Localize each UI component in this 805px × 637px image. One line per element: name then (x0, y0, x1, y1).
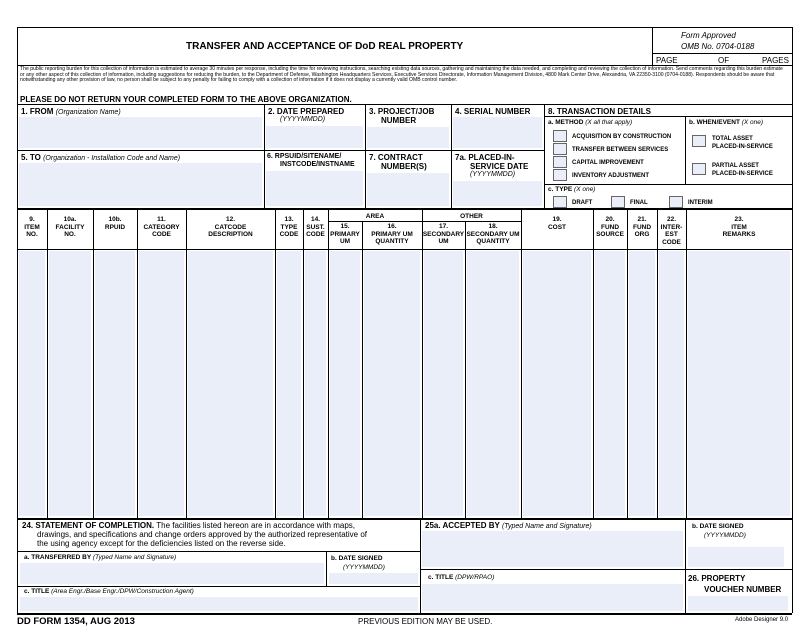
placed-label-2: SERVICE DATE (470, 162, 529, 171)
column-header (422, 223, 465, 246)
method-capital-label: CAPITAL IMPROVEMENT (572, 160, 644, 166)
column-divider (657, 208, 658, 518)
placed-hint: (YYYYMMDD) (470, 171, 516, 178)
method-transfer-label: TRANSFER BETWEEN SERVICES (572, 147, 669, 153)
column-header-text: ORG (634, 231, 650, 238)
column-field[interactable] (595, 251, 625, 516)
column-header-text: SUST. (306, 223, 325, 231)
voucher-field[interactable] (688, 596, 788, 611)
type-final-label: FINAL (630, 200, 648, 206)
transaction-label: 8. TRANSACTION DETAILS (548, 107, 651, 116)
form-bottom-border (17, 613, 792, 615)
column-header-text: UM (339, 238, 351, 245)
column-field[interactable] (19, 251, 45, 516)
when-partial-label-2: PLACED-IN-SERVICE (712, 171, 773, 177)
column-header-text: RPUID (104, 223, 126, 231)
transferred-date-label: b. DATE SIGNED (331, 555, 383, 562)
div-544 (544, 104, 545, 208)
column-header-text: 17. (438, 223, 449, 230)
column-header-text: SOURCE (596, 231, 624, 238)
column-header-text: CODE (279, 231, 299, 238)
voucher-line (685, 569, 792, 570)
accepted-title-label: c. TITLE (DPW/RPAO) (428, 574, 495, 581)
contract-label-1: 7. CONTRACT (369, 153, 423, 162)
column-header-text: ITEM (24, 223, 40, 231)
designer-note: Adobe Designer 9.0 (735, 617, 789, 623)
column-header-text: UM (438, 238, 449, 245)
column-header-text: CATCODE (214, 223, 247, 231)
transferred-title-field[interactable] (20, 597, 418, 611)
column-header-text: 16. (387, 223, 397, 230)
placed-field[interactable] (453, 181, 542, 206)
date-prepared-hint: (YYYYMMDD) (280, 116, 326, 123)
rpsuid-label-2: INSTCODE/INSTNAME (280, 161, 355, 168)
column-header-text: 21. (637, 216, 647, 223)
column-header-text: 13. (284, 216, 294, 223)
column-header (627, 216, 657, 239)
header-divider (652, 27, 653, 65)
column-divider (186, 208, 187, 518)
completion-statement: 24. STATEMENT OF COMPLETION. The facilities listed hereon are in accordance with maps, (22, 521, 355, 530)
method-inventory-label: INVENTORY ADJUSTMENT (572, 173, 650, 179)
project-label-1: 3. PROJECT/JOB (369, 107, 435, 116)
accepted-title-field[interactable] (422, 584, 683, 611)
page-line (652, 53, 792, 54)
column-header (275, 216, 303, 239)
column-header-text: 12. (225, 216, 236, 223)
column-header-text: NO. (64, 231, 76, 238)
column-header-text: PRIMARY UM (371, 230, 413, 238)
column-header (186, 216, 275, 239)
column-header (93, 216, 137, 231)
accepted-field[interactable] (422, 531, 683, 567)
tx-line (544, 116, 792, 117)
do-not-return-notice: PLEASE DO NOT RETURN YOUR COMPLETED FORM TO THE ABOVE ORGANIZATION. (20, 95, 352, 104)
column-header-text: SECONDARY (422, 230, 465, 238)
column-field[interactable] (277, 251, 301, 516)
column-divider (362, 221, 363, 518)
form-top-border (17, 27, 792, 28)
column-header-text: CODE (306, 231, 325, 238)
column-header-text: FUND (632, 223, 652, 231)
column-header-text: COST (547, 223, 567, 231)
column-field[interactable] (659, 251, 684, 516)
when-total-label-2: PLACED-IN-SERVICE (712, 144, 773, 150)
div-326 (326, 551, 327, 586)
contract-label-2: NUMBER(S) (381, 162, 427, 171)
omb-number: OMB No. 0704-0188 (681, 42, 755, 51)
column-field[interactable] (364, 251, 420, 516)
when-partial-checkbox[interactable] (692, 163, 706, 175)
rpsuid-field[interactable] (266, 171, 363, 206)
column-header-text: INTER- (660, 223, 683, 231)
completion-text-2: drawings, and specifications and change orders approved by the authorized representative of (37, 530, 367, 539)
page-label: PAGE (656, 56, 678, 65)
column-header (17, 216, 47, 239)
column-field[interactable] (188, 251, 273, 516)
of-label: OF (718, 56, 730, 65)
column-divider (521, 208, 522, 518)
form-title: TRANSFER AND ACCEPTANCE OF DoD REAL PROPERTY (186, 41, 464, 52)
column-field[interactable] (467, 251, 519, 516)
burden-statement: The public reporting burden for this collection of information is estimated to average 30 minutes per response, including the time for reviewing instructions, searching existing data sources, gathering and maintaining the data needed, and completing and reviewing the collection of information. Send comments regarding this burden estimate or any other aspect of this collection of information, including suggestions for reducing the burden, to the Department of Defense, Washington Headquarters Services, Executive Services Directorate, Information Management Division, 4800 Mark Center Drive, Alexandria, VA 22350-3100 (0704-0188). Respondents should be aware that notwithstanding any other provision of law, no person shall be subject to any penalty for failing to comply with a collection of information if it does not display a currently valid OMB control number. (20, 66, 783, 84)
type-draft-label: DRAFT (572, 200, 593, 206)
column-divider (137, 208, 138, 518)
column-header-text: 10a. (63, 216, 77, 223)
form-approved: Form Approved (681, 31, 736, 40)
voucher-label-2: VOUCHER NUMBER (704, 585, 782, 594)
when-total-label-1: TOTAL ASSET (712, 136, 753, 142)
div-451 (451, 104, 452, 208)
type-line (544, 184, 792, 185)
mid-line (17, 150, 544, 151)
column-divider (465, 221, 466, 518)
method-label: a. METHOD (X all that apply) (548, 119, 633, 126)
completion-top-border (17, 518, 792, 520)
transferred-date-hint: (YYYYMMDD) (343, 564, 385, 571)
title-line (17, 586, 420, 587)
column-header-text: CODE (152, 231, 171, 238)
column-divider (422, 208, 423, 518)
column-header-text: FACILITY (55, 223, 85, 231)
column-header (593, 216, 627, 239)
column-field[interactable] (424, 251, 463, 516)
column-field[interactable] (523, 251, 591, 516)
transferred-label: a. TRANSFERRED BY (Typed Name and Signature) (24, 554, 177, 561)
contract-field[interactable] (367, 173, 449, 206)
column-divider (275, 208, 276, 518)
accepted-date-field[interactable] (688, 547, 784, 567)
placed-label-1: 7a. PLACED-IN- (455, 153, 515, 162)
when-partial-label-1: PARTIAL ASSET (712, 163, 759, 169)
table-header-bottom (17, 249, 792, 250)
column-header-text: 9. (29, 216, 35, 223)
column-divider (303, 208, 304, 518)
column-field[interactable] (49, 251, 91, 516)
column-header-text: 11. (157, 216, 166, 223)
column-divider (593, 208, 594, 518)
column-field[interactable] (139, 251, 184, 516)
notice-bottom-line (17, 104, 792, 105)
column-header-text: 23. (734, 216, 744, 223)
column-header (521, 216, 593, 231)
column-header-text: ITEM (731, 223, 747, 231)
column-divider (47, 208, 48, 518)
column-divider (686, 208, 687, 518)
from-field[interactable] (19, 117, 262, 148)
area-group-label: AREA (365, 213, 385, 220)
column-header (657, 216, 686, 246)
column-divider (627, 208, 628, 518)
column-header (686, 216, 792, 239)
transferred-line (17, 551, 420, 552)
column-header-text: 22. (666, 216, 677, 223)
column-divider (328, 208, 329, 518)
voucher-label-1: 26. PROPERTY (688, 574, 746, 583)
method-capital-checkbox[interactable] (553, 156, 567, 168)
to-label: 5. TO (Organization - Installation Code and Name) (21, 153, 181, 162)
form-right-border (792, 27, 793, 613)
type-interim-checkbox[interactable] (669, 196, 683, 208)
completion-text-3: the using agency except for the deficiencies listed on the reverse side. (37, 539, 286, 548)
column-header (465, 223, 521, 246)
column-header-text: FUND (600, 223, 620, 231)
transferred-field[interactable] (20, 563, 324, 584)
column-header-text: REMARKS (722, 231, 756, 238)
column-header (47, 216, 93, 239)
column-header (328, 223, 362, 246)
div-420 (420, 518, 421, 613)
column-header (137, 216, 186, 239)
type-draft-checkbox[interactable] (553, 196, 567, 208)
type-interim-label: INTERIM (688, 200, 713, 206)
column-field[interactable] (688, 251, 790, 516)
column-header-text: QUANTITY (476, 238, 510, 245)
transferred-title-label: c. TITLE (Area Engr./Base Engr./DPW/Construction Agent) (24, 588, 194, 595)
when-label: b. WHEN/EVENT (X one) (689, 119, 764, 126)
project-label-2: NUMBER (381, 116, 417, 125)
column-header-text: CATEGORY (143, 223, 180, 231)
form-id: DD FORM 1354, AUG 2013 (17, 616, 135, 627)
column-header (303, 216, 328, 239)
column-header-text: NO. (26, 231, 38, 238)
column-header-text: 15. (340, 223, 350, 230)
column-divider (93, 208, 94, 518)
method-transfer-checkbox[interactable] (553, 143, 567, 155)
div-264 (264, 104, 265, 208)
to-field[interactable] (19, 163, 262, 206)
column-header (362, 223, 422, 246)
method-acquisition-checkbox[interactable] (553, 130, 567, 142)
serial-label: 4. SERIAL NUMBER (455, 107, 531, 116)
column-header-text: QUANTITY (375, 238, 409, 245)
when-total-checkbox[interactable] (692, 135, 706, 147)
type-label: c. TYPE (X one) (548, 186, 596, 193)
column-header-text: CODE (662, 238, 681, 246)
accepted-date-label: b. DATE SIGNED (692, 523, 744, 530)
column-field[interactable] (330, 251, 360, 516)
rpsuid-label-1: 6. RPSUID/SITENAME/ (267, 153, 342, 160)
column-header-text: DESCRIPTION (208, 231, 253, 238)
type-final-checkbox[interactable] (611, 196, 625, 208)
column-header-text: 10b. (108, 216, 122, 223)
other-group-label: OTHER (460, 213, 483, 220)
previous-edition: PREVIOUS EDITION MAY BE USED. (358, 617, 493, 626)
form-left-border (17, 27, 18, 613)
transferred-date-field[interactable] (329, 573, 418, 584)
method-acquisition-label: ACQUISITION BY CONSTRUCTION (572, 134, 672, 140)
accepted-line (420, 569, 685, 570)
date-prepared-field[interactable] (266, 126, 363, 148)
div-685 (685, 518, 686, 613)
project-field[interactable] (367, 127, 449, 148)
column-header-text: 18. (488, 223, 498, 230)
pages-label: PAGES (762, 56, 789, 65)
column-header-text: 19. (552, 216, 562, 223)
serial-field[interactable] (453, 117, 542, 148)
accepted-label: 25a. ACCEPTED BY (Typed Name and Signature) (425, 521, 592, 530)
column-header-text: 20. (605, 216, 615, 223)
column-header-text: 14. (310, 216, 321, 223)
table-top-border (17, 208, 792, 210)
column-field[interactable] (305, 251, 326, 516)
column-header-text: SECONDARY UM (466, 230, 520, 238)
tx-divider (685, 116, 686, 184)
from-label: 1. FROM (Organization Name) (21, 107, 121, 116)
column-header-text: PRIMARY (330, 230, 360, 238)
accepted-date-hint: (YYYYMMDD) (704, 532, 746, 539)
column-field[interactable] (95, 251, 135, 516)
column-header-text: TYPE (280, 223, 298, 231)
column-field[interactable] (629, 251, 655, 516)
div-365 (365, 104, 366, 208)
date-prepared-label: 2. DATE PREPARED (268, 107, 345, 116)
method-inventory-checkbox[interactable] (553, 169, 567, 181)
column-header-text: EST (665, 231, 678, 238)
area-other-underline (328, 221, 521, 222)
